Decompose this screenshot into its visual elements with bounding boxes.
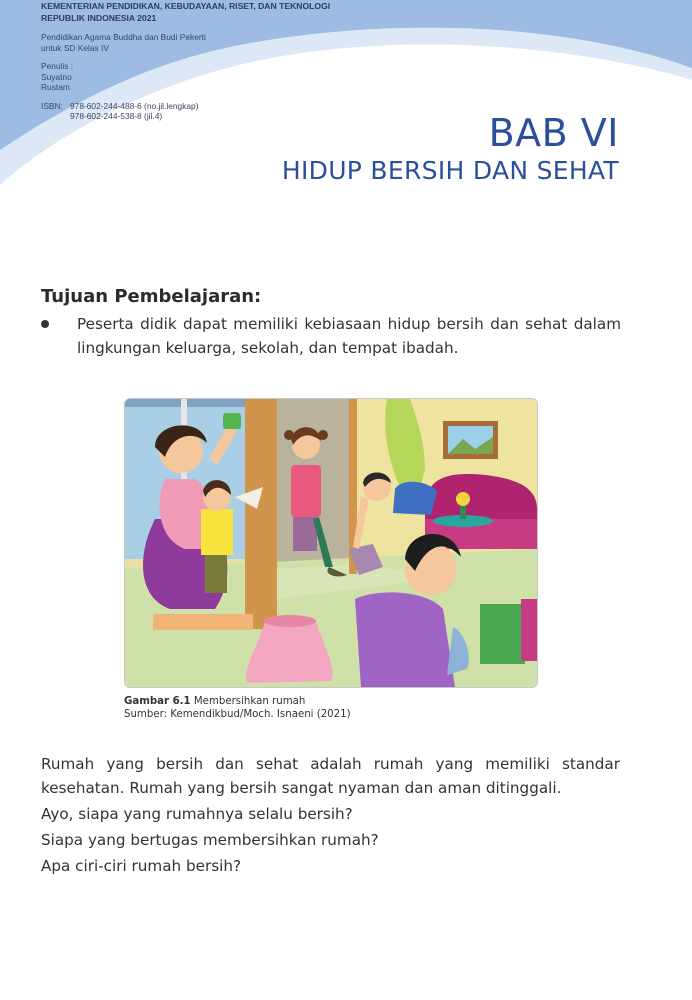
body-paragraph: Rumah yang bersih dan sehat adalah rumah yang memiliki standar kesehatan. Rumah yang bersih sangat nyaman dan aman ditinggali. [41, 755, 620, 797]
author-name: Rustam [41, 82, 70, 92]
body-question: Apa ciri-ciri rumah bersih? [41, 857, 242, 875]
figure-number: Gambar 6.1 [124, 696, 191, 707]
ministry-name: KEMENTERIAN PENDIDIKAN, KEBUDAYAAN, RISET, DAN TEKNOLOGI [41, 1, 331, 11]
isbn-full: 978-602-244-488-6 (no.jil.lengkap) [70, 100, 199, 111]
body-text [41, 752, 620, 878]
author-name: Suyatno [41, 71, 72, 82]
chapter-title-block [282, 110, 619, 186]
author-label: Penulis : [41, 61, 74, 71]
isbn-label: ISBN: [41, 100, 63, 111]
objectives-list [41, 312, 621, 360]
figure-illustration [124, 398, 538, 688]
book-grade: untuk SD Kelas IV [41, 42, 109, 53]
family-cleaning-illustration [125, 399, 537, 687]
chapter-number: BAB VI [488, 111, 619, 155]
objectives-heading: Tujuan Pembelajaran: [41, 286, 262, 307]
objective-text: Peserta didik dapat memiliki kebiasaan hidup bersih dan sehat dalam lingkungan keluarga, sekolah, dan tempat ibadah. [77, 315, 621, 357]
bullet-icon [41, 320, 49, 328]
figure-caption-line [124, 696, 351, 709]
chapter-title: HIDUP BERSIH DAN SEHAT [281, 156, 619, 185]
figure-title: Membersihkan rumah [193, 696, 306, 707]
body-question: Ayo, siapa yang rumahnya selalu bersih? [41, 805, 353, 823]
figure-source: Sumber: Kemendikbud/Moch. Isnaeni (2021) [124, 708, 351, 720]
isbn-volume: 978-602-244-538-8 (jil.4) [70, 111, 163, 121]
figure-caption [124, 696, 351, 721]
objective-item [41, 312, 621, 360]
body-question: Siapa yang bertugas membersihkan rumah? [41, 831, 379, 849]
book-title: Pendidikan Agama Buddha dan Budi Pekerti [41, 32, 206, 42]
book-metadata [41, 0, 361, 122]
ministry-year: REPUBLIK INDONESIA 2021 [41, 13, 157, 23]
